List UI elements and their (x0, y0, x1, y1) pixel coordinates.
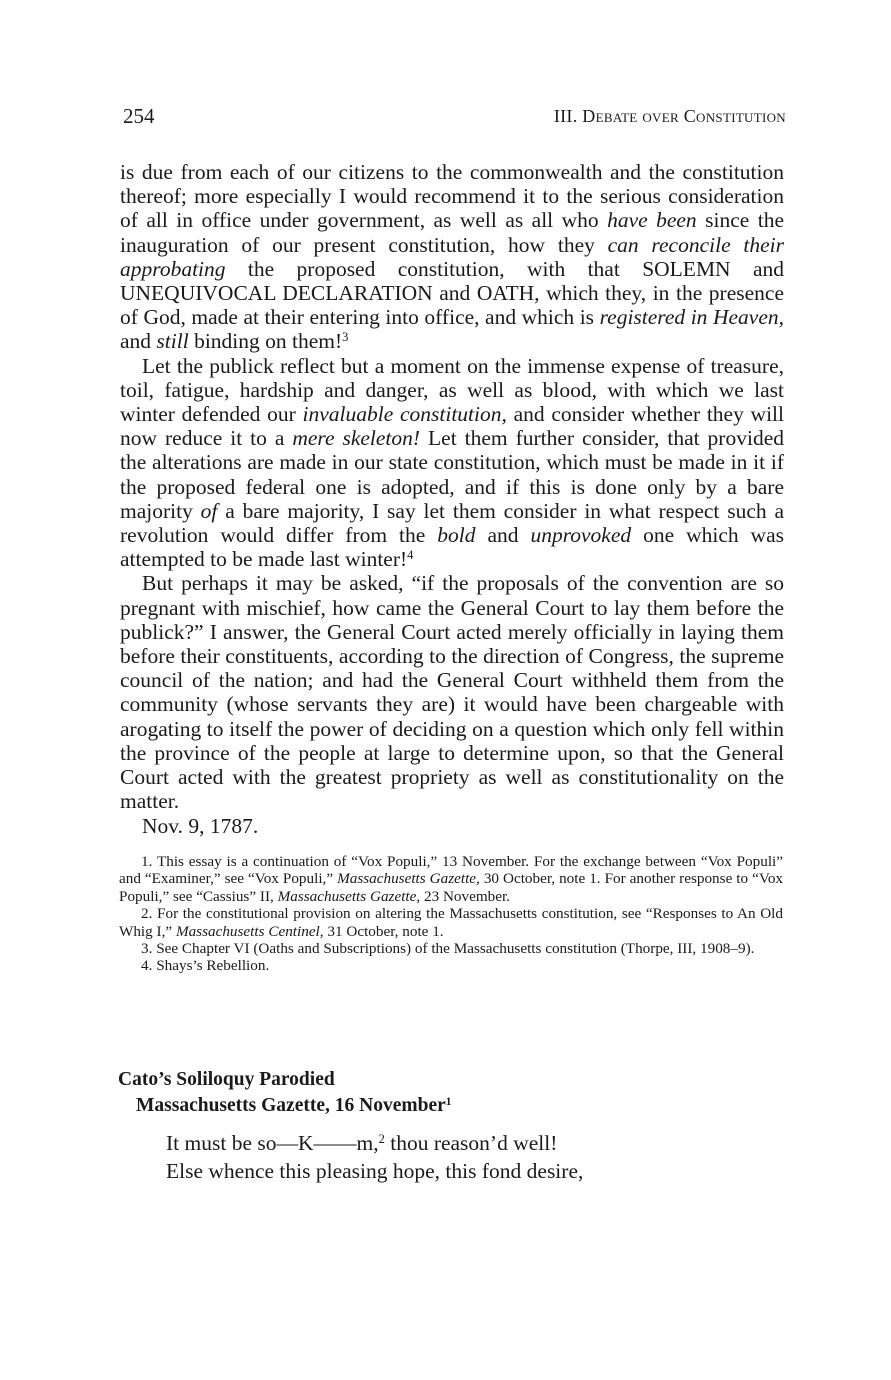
essay-dateline: Nov. 9, 1787. (142, 814, 259, 839)
footnote-2: 2. For the constitutional provision on altering the Massachusetts constitution, see “Responses to An Old Whig I,” Massachusetts Centinel, 31 October, note 1. (119, 905, 783, 940)
page-number: 254 (123, 104, 155, 128)
document-title: Cato’s Soliloquy Parodied (118, 1069, 335, 1090)
footnote-4: 4. Shays’s Rebellion. (141, 957, 270, 975)
document-heading (118, 1067, 782, 1119)
footnote-3: 3. See Chapter VI (Oaths and Subscriptions) of the Massachusetts constitution (Thorpe, III, 1908–9). (141, 940, 755, 958)
essay-paragraph-3: But perhaps it may be asked, “if the proposals of the convention are so pregnant with mischief, how came the General Court to lay them before the publick?” I answer, the General Court acted merely officially in laying them before their constituents, according to the direction of Congress, the supreme council of the nation; and had the General Court withheld them from the community (whose servants they are) it would have been chargeable with arogating to itself the power of deciding on a question which only fell within the province of the people at large to determine upon, so that the General Court acted with the greatest propriety as well as constitutionality on the matter. (120, 571, 784, 814)
verse-line-2: Else whence this pleasing hope, this fond desire, (166, 1159, 584, 1183)
footnote-marker: 1 (445, 1095, 452, 1108)
verse-block (166, 1129, 766, 1185)
footnotes (119, 853, 783, 975)
footnote-marker: 2 (378, 1132, 385, 1147)
document-source: Massachusetts Gazette, 16 November$^1$ (136, 1095, 452, 1116)
running-head-section-title: III. Debate over Constitution (553, 106, 786, 126)
footnote-marker: 3 (342, 330, 349, 345)
essay-body (120, 160, 784, 839)
verse-line-1: It must be so—K——m,$^2$ thou reason’d well! (166, 1131, 558, 1155)
essay-paragraph-2: Let the publick reflect but a moment on the immense expense of treasure, toil, fatigue, hardship and danger, as well as blood, with which we last winter defended our invaluable constitution, and consider whether they will now reduce it to a mere skeleton! Let them further consider, that provided the alterations are made in our state constitution, which must be made in it if the proposed federal one is adopted, and if this is done only by a bare majority of a bare majority, I say let them consider in what respect such a revolution would differ from the bold and unprovoked one which was attempted to be made last winter!$^4$ (120, 353, 784, 572)
footnote-marker: 4 (407, 548, 414, 563)
footnote-1: 1. This essay is a continuation of “Vox Populi,” 13 November. For the exchange between “Vox Populi” and “Examiner,” see “Vox Populi,” Massachusetts Gazette, 30 October, note 1. For another response to “Vox Populi,” see “Cassius” II, Massachusetts Gazette, 23 November. (119, 853, 784, 905)
essay-paragraph-1: is due from each of our citizens to the commonwealth and the constitution thereof; more especially I would recommend it to the serious consideration of all in office under government, as well as all who have been since the inauguration of our present constitution, how they can reconcile their approbating the proposed constitution, with that SOLEMN and UNEQUIVOCAL DECLARATION and OATH, which they, in the presence of God, made at their entering into office, and which is registered in Heaven, and still binding on them!$^3$ (120, 160, 785, 354)
running-head (123, 104, 786, 134)
